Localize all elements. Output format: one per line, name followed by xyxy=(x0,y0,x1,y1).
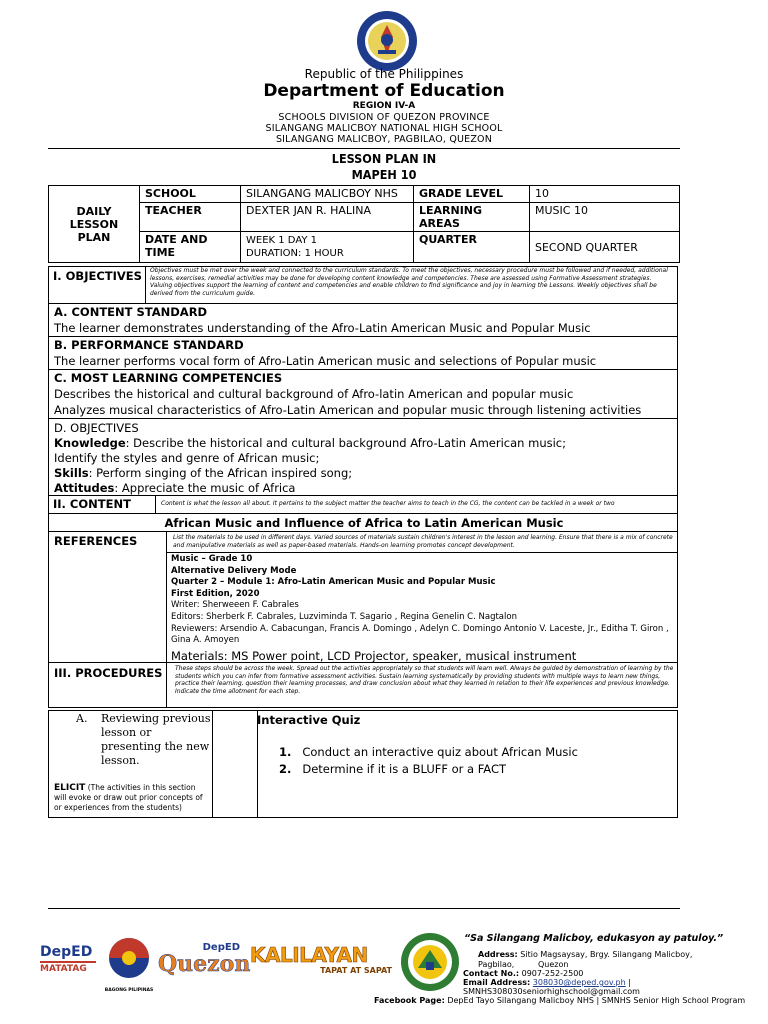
republic-text: Republic of the Philippines xyxy=(304,67,464,81)
content-topic: African Music and Influence of Africa to Latin American Music xyxy=(164,516,564,530)
learning-areas-label: LEARNING AREAS xyxy=(414,203,530,232)
skills-objective: Skills: Perform singing of the African inspired song; xyxy=(54,466,353,480)
objectives-header-row xyxy=(48,266,678,304)
ref-editors: Editors: Sherberk F. Cabrales, Luzviminda T. Sagario , Regina Genelin C. Nagtalon xyxy=(171,612,517,622)
performance-standard-row xyxy=(48,336,678,370)
quiz-title: Interactive Quiz xyxy=(257,713,361,727)
references-note: List the materials to be used in different days. Varied sources of materials sustain children's interest in the lesson and learning. Ensure that there is a mix of concrete and manipulative materials as well as paper-based materials. Hands-on learning promotes concept development. xyxy=(173,534,673,549)
daily-lesson-plan-label: DAILY LESSON PLAN xyxy=(49,186,140,263)
content-standard-text: The learner demonstrates understanding of the Afro-Latin American Music and Popular Music xyxy=(54,321,591,335)
ref-music-grade: Music – Grade 10 xyxy=(171,554,253,564)
footer-address-cont: Quezon xyxy=(538,960,569,969)
ref-reviewers-cont: Gina A. Amoyen xyxy=(171,635,240,645)
specific-objectives-heading: D. OBJECTIVES xyxy=(54,421,139,435)
lesson-plan-title: LESSON PLAN IN xyxy=(331,151,437,166)
elicit-text: ELICIT (The activities in this section will evoke or draw out prior concepts of or experiences from the students) xyxy=(54,783,203,812)
school-motto: “Sa Silangang Malicboy, edukasyon ay patuloy.” xyxy=(464,933,724,944)
division-text: SCHOOLS DIVISION OF QUEZON PROVINCE xyxy=(278,112,490,123)
school-value: SILANGANG MALICBOY NHS xyxy=(241,186,414,203)
references-row xyxy=(48,531,678,663)
content-topic-row xyxy=(48,513,678,532)
kalilayan-logo: KALILAYAN TAPAT AT SAPAT xyxy=(250,943,392,975)
quiz-item-2: 2. Determine if it is a BLUFF or a FACT xyxy=(279,762,507,776)
attitudes-objective: Attitudes: Appreciate the music of Africa xyxy=(54,481,296,495)
deped-quezon-logo: DepED Quezon xyxy=(158,942,251,977)
footer-facebook[interactable]: Facebook Page: DepEd Tayo Silangang Malicboy NHS | SMNHS Senior High School Program xyxy=(374,996,746,1005)
school-address-text: SILANGANG MALICBOY, PAGBILAO, QUEZON xyxy=(275,134,493,145)
competencies-heading: C. MOST LEARNING COMPETENCIES xyxy=(54,371,283,385)
ref-module: Quarter 2 – Module 1: Afro-Latin American Music and Popular Music xyxy=(171,577,496,587)
procedure-a-text: Reviewing previous lesson or presenting the new lesson. xyxy=(101,712,211,767)
date-time-value: WEEK 1 DAY 1 DURATION: 1 HOUR xyxy=(241,232,414,263)
learning-areas-value: MUSIC 10 xyxy=(530,203,680,232)
objectives-note: Objectives must be met over the week and connected to the curriculum standards. To meet the objectives, necessary procedure must be followed and if needed, additional lessons, exercises, remedial activities may be done for developing content knowledge and competencies. These are assessed using Formative Assessment strategies. Valuing objectives support the learning of content and competencies and enable children to find significance and joy in learning the Lessons. Weekly objectives shall be derived from the curriculum guide. xyxy=(150,267,668,297)
performance-standard-heading: B. PERFORMANCE STANDARD xyxy=(54,338,244,352)
ref-reviewers: Reviewers: Arsendio A. Cabacungan, Francis A. Domingo , Adelyn C. Domingo Antonio V. Laceste, Jr., Editha T. Giron , xyxy=(171,624,669,634)
grade-level-value: 10 xyxy=(530,186,680,203)
lesson-info-table xyxy=(48,185,680,263)
references-heading: REFERENCES xyxy=(54,534,138,548)
deped-seal-icon xyxy=(356,10,418,72)
ref-writer: Writer: Sherweeen F. Cabrales xyxy=(171,600,299,610)
footer-contact: Contact No.: 0907-252-2500 xyxy=(463,969,584,978)
footer-address: Address: Sitio Magsaysay, Brgy. Silangang Malicboy, Pagbilao, xyxy=(478,950,693,969)
content-standard-heading: A. CONTENT STANDARD xyxy=(54,305,208,319)
competency-2-text: Analyzes musical characteristics of Afro-Latin American and popular music through listening activities xyxy=(54,403,642,417)
quarter-value: SECOND QUARTER xyxy=(530,232,680,263)
grade-level-label: GRADE LEVEL xyxy=(414,186,530,203)
teacher-value: DEXTER JAN R. HALINA xyxy=(241,203,414,232)
quarter-label: QUARTER xyxy=(414,232,530,263)
bagong-pilipinas-icon xyxy=(104,936,154,984)
bagong-pilipinas-logo: BAGONG PILIPINAS xyxy=(104,936,154,992)
content-header-row xyxy=(48,495,678,514)
department-title: Department of Education xyxy=(263,81,505,101)
quiz-item-1: 1. Conduct an interactive quiz about African Music xyxy=(279,745,578,759)
deped-matatag-logo: DepED MATATAG xyxy=(40,944,96,984)
content-heading: II. CONTENT xyxy=(53,497,131,511)
identify-objective: Identify the styles and genre of African music; xyxy=(54,451,320,465)
specific-objectives-row xyxy=(48,418,678,496)
objectives-heading: I. OBJECTIVES xyxy=(53,269,142,283)
region-text: REGION IV-A xyxy=(352,101,416,111)
content-note: Content is what the lesson all about. It pertains to the subject matter the teacher aims to teach in the CG, the content can be tackled in a week or two xyxy=(161,500,615,507)
footer-email-2[interactable]: SMNHS308030seniorhighschool@gmail.com xyxy=(463,987,640,996)
procedure-a-marker: A. xyxy=(76,712,88,725)
ref-materials: Materials: MS Power point, LCD Projector, speaker, musical instrument xyxy=(171,649,577,663)
procedure-a-row xyxy=(48,710,678,818)
header-divider xyxy=(48,148,680,149)
procedures-header-row xyxy=(48,662,678,708)
ref-edition: First Edition, 2020 xyxy=(171,589,260,599)
performance-standard-text: The learner performs vocal form of Afro-Latin American music and selections of Popular music xyxy=(54,354,597,368)
subject-title: MAPEH 10 xyxy=(351,167,417,182)
school-label: SCHOOL xyxy=(140,186,241,203)
procedures-heading: III. PROCEDURES xyxy=(54,666,163,680)
procedures-note: These steps should be across the week. Spread out the activities appropriately so that students will learn well. Always be guided by demonstration of learning by the students which you can infer from formative assessment activities. Sustain learning systematically by providing students with multiple ways to learn new things, practice their learning, question their learning processes, and draw conclusion about what they learned in relation to their life experiences and previous knowledge. Indicate the time allotment for each step. xyxy=(175,665,674,695)
school-name-text: SILANGANG MALICBOY NATIONAL HIGH SCHOOL xyxy=(265,123,503,134)
school-seal-icon xyxy=(400,932,460,992)
content-standard-row xyxy=(48,303,678,337)
ref-adm: Alternative Delivery Mode xyxy=(171,566,297,576)
competencies-row xyxy=(48,369,678,419)
footer-divider xyxy=(48,908,680,909)
competency-1-text: Describes the historical and cultural background of Afro-latin American and popular music xyxy=(54,387,574,401)
date-time-label: DATE AND TIME xyxy=(140,232,241,263)
knowledge-objective: Knowledge: Describe the historical and cultural background Afro-Latin American music; xyxy=(54,436,566,450)
footer-email[interactable]: Email Address: 308030@deped.gov.ph | xyxy=(463,978,631,987)
teacher-label: TEACHER xyxy=(140,203,241,232)
